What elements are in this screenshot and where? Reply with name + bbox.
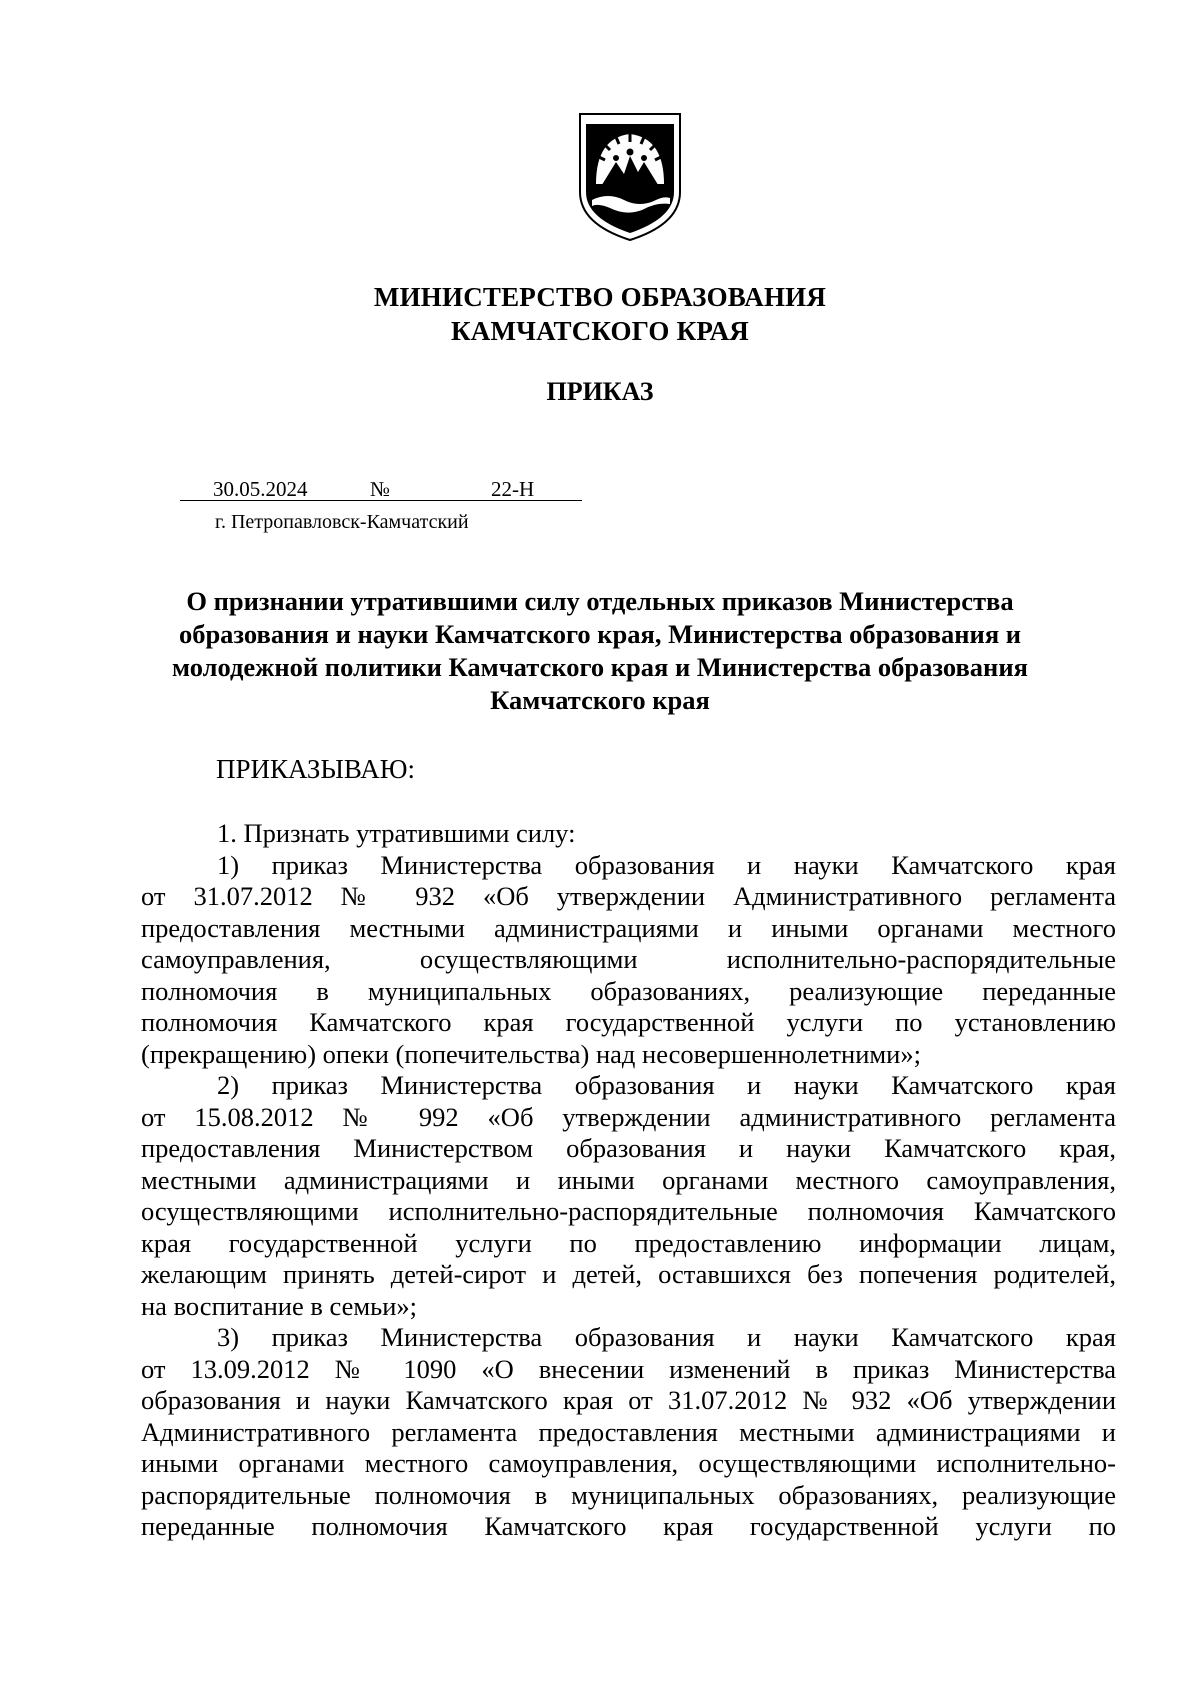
body-line: 1) приказ Министерства образования и науки Камчатского края xyxy=(217,849,1116,880)
order-title-line: молодежной политики Камчатского края и Министерства образования xyxy=(172,652,1028,682)
ministry-name-line1: МИНИСТЕРСТВО ОБРАЗОВАНИЯ xyxy=(373,282,827,312)
body-line: осуществляющими исполнительно-распорядительные полномочия Камчатского xyxy=(141,1196,1116,1226)
order-number-sign: № xyxy=(370,477,391,501)
body-line: переданные полномочия Камчатского края государственной услуги по xyxy=(141,1511,1116,1541)
body-line: иными органами местного самоуправления, осуществляющими исполнительно- xyxy=(141,1448,1116,1478)
order-number: 22-Н xyxy=(491,477,535,501)
body-line: полномочия Камчатского края государственной услуги по установлению xyxy=(141,1007,1116,1037)
body-line: на воспитание в семьи»; xyxy=(141,1290,417,1321)
city-name: г. Петропавловск-Камчатский xyxy=(215,511,469,533)
document-type-heading: ПРИКАЗ xyxy=(546,377,654,406)
order-body xyxy=(141,818,1116,1543)
body-line: местными администрациями и иными органами местного самоуправления, xyxy=(141,1164,1116,1195)
body-line: от 31.07.2012 № 932 «Об утверждении Административного регламента xyxy=(141,881,1116,911)
order-title-line: образования и науки Камчатского края, Министерства образования и xyxy=(178,619,1022,649)
order-title-line: Камчатского края xyxy=(490,685,710,715)
body-line: Административного регламента предоставления местными администрациями и xyxy=(141,1416,1116,1447)
body-line: от 15.08.2012 № 992 «Об утверждении административного регламента xyxy=(141,1101,1116,1132)
body-line: самоуправления, осуществляющими исполнительно-распорядительные xyxy=(141,944,1116,974)
order-date: 30.05.2024 xyxy=(213,477,308,501)
body-line: предоставления местными администрациями и иными органами местного xyxy=(141,912,1116,943)
body-line: желающим принять детей-сирот и детей, оставшихся без попечения родителей, xyxy=(141,1259,1116,1289)
body-line: края государственной услуги по предоставлению информации лицам, xyxy=(141,1227,1116,1258)
registration-underline xyxy=(180,500,582,501)
body-line: 2) приказ Министерства образования и науки Камчатского края xyxy=(217,1070,1116,1100)
order-directive: ПРИКАЗЫВАЮ: xyxy=(216,754,415,784)
order-title-line: О признании утратившими силу отдельных приказов Министерства xyxy=(186,586,1014,616)
body-line: 3) приказ Министерства образования и науки Камчатского края xyxy=(217,1322,1116,1352)
body-line: (прекращению) опеки (попечительства) над несовершеннолетними»; xyxy=(141,1038,921,1069)
body-line: полномочия в муниципальных образованиях, реализующие переданные xyxy=(141,975,1116,1006)
body-line: от 13.09.2012 № 1090 «О внесении изменений в приказ Министерства xyxy=(141,1353,1116,1384)
ministry-name-line2: КАМЧАТСКОГО КРАЯ xyxy=(451,316,749,346)
kamchatka-coat-of-arms-icon xyxy=(578,112,682,242)
body-line: 1. Признать утратившими силу: xyxy=(217,818,576,848)
body-line: образования и науки Камчатского края от 31.07.2012 № 932 «Об утверждении xyxy=(141,1385,1116,1415)
order-title xyxy=(150,585,1050,717)
body-line: предоставления Министерством образования и науки Камчатского края, xyxy=(141,1133,1116,1163)
body-line: распорядительные полномочия в муниципальных образованиях, реализующие xyxy=(141,1479,1116,1510)
